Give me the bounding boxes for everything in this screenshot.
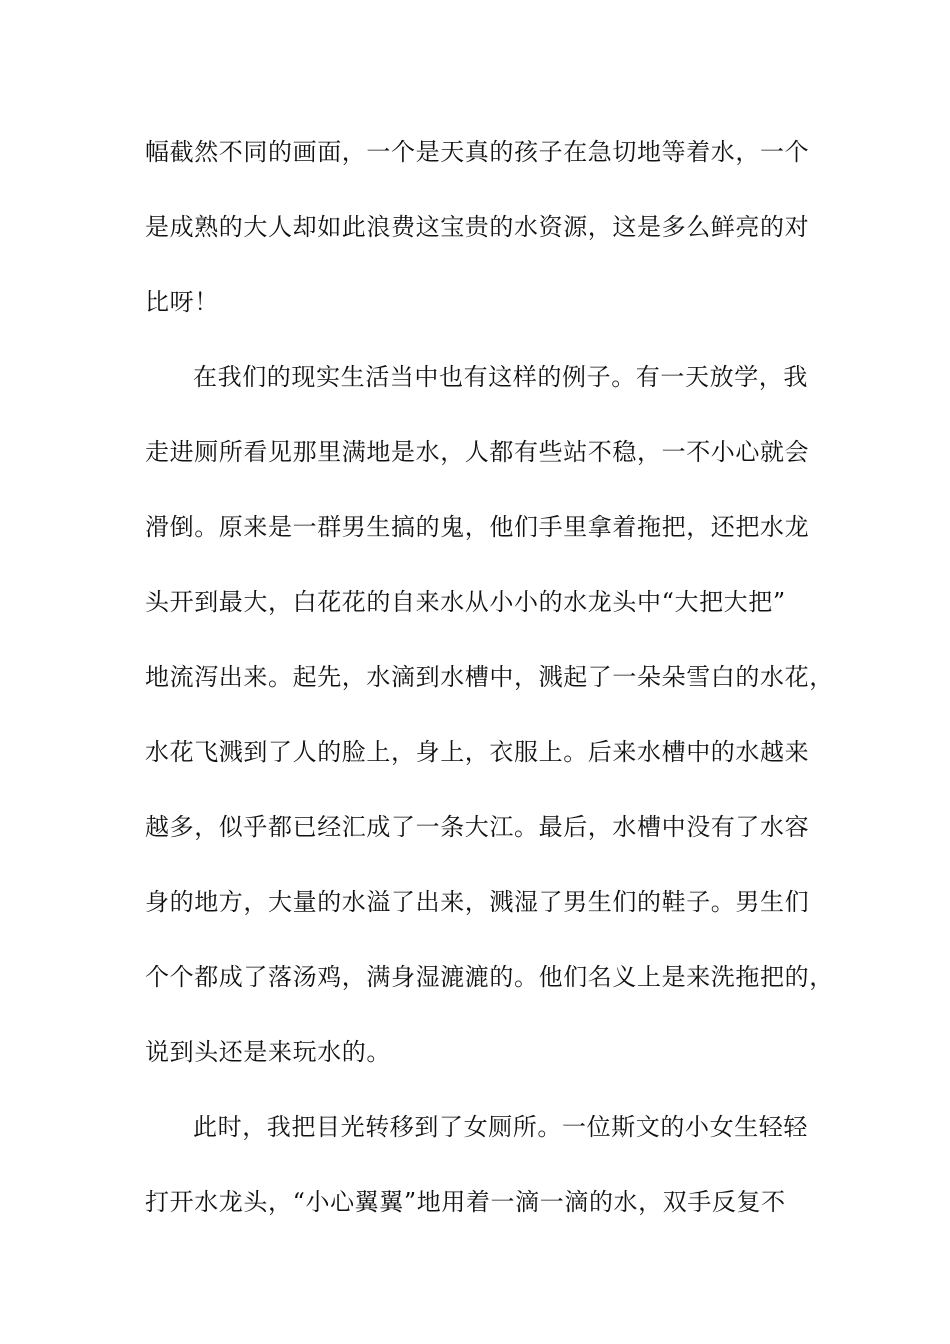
text-line: 个个都成了落汤鸡，满身湿漉漉的。他们名义上是来洗拖把的， xyxy=(145,963,834,991)
text-line: 身的地方，大量的水溢了出来，溅湿了男生们的鞋子。男生们 xyxy=(145,888,810,916)
text-line: 头开到最大，白花花的自来水从小小的水龙头中“大把大把” xyxy=(145,588,786,616)
text-line: 说到头还是来玩水的。 xyxy=(145,1038,391,1066)
text-line: 水花飞溅到了人的脸上，身上，衣服上。后来水槽中的水越来 xyxy=(145,738,810,766)
text-line: 比呀！ xyxy=(145,288,219,316)
text-line: 越多，似乎都已经汇成了一条大江。最后，水槽中没有了水容 xyxy=(145,813,810,841)
paragraph-first-line: 此时，我把目光转移到了女厕所。一位斯文的小女生轻轻 xyxy=(193,1113,808,1141)
text-line: 打开水龙头，“小心翼翼”地用着一滴一滴的水，双手反复不 xyxy=(145,1188,786,1216)
text-line: 地流泻出来。起先，水滴到水槽中，溅起了一朵朵雪白的水花， xyxy=(145,663,834,691)
text-line: 走进厕所看见那里满地是水，人都有些站不稳，一不小心就会 xyxy=(145,438,810,466)
text-line: 滑倒。原来是一群男生搞的鬼，他们手里拿着拖把，还把水龙 xyxy=(145,513,810,541)
text-line: 是成熟的大人却如此浪费这宝贵的水资源，这是多么鲜亮的对 xyxy=(145,213,810,241)
paragraph-first-line: 在我们的现实生活当中也有这样的例子。有一天放学，我 xyxy=(193,363,808,391)
text-line: 幅截然不同的画面，一个是天真的孩子在急切地等着水，一个 xyxy=(145,138,810,166)
